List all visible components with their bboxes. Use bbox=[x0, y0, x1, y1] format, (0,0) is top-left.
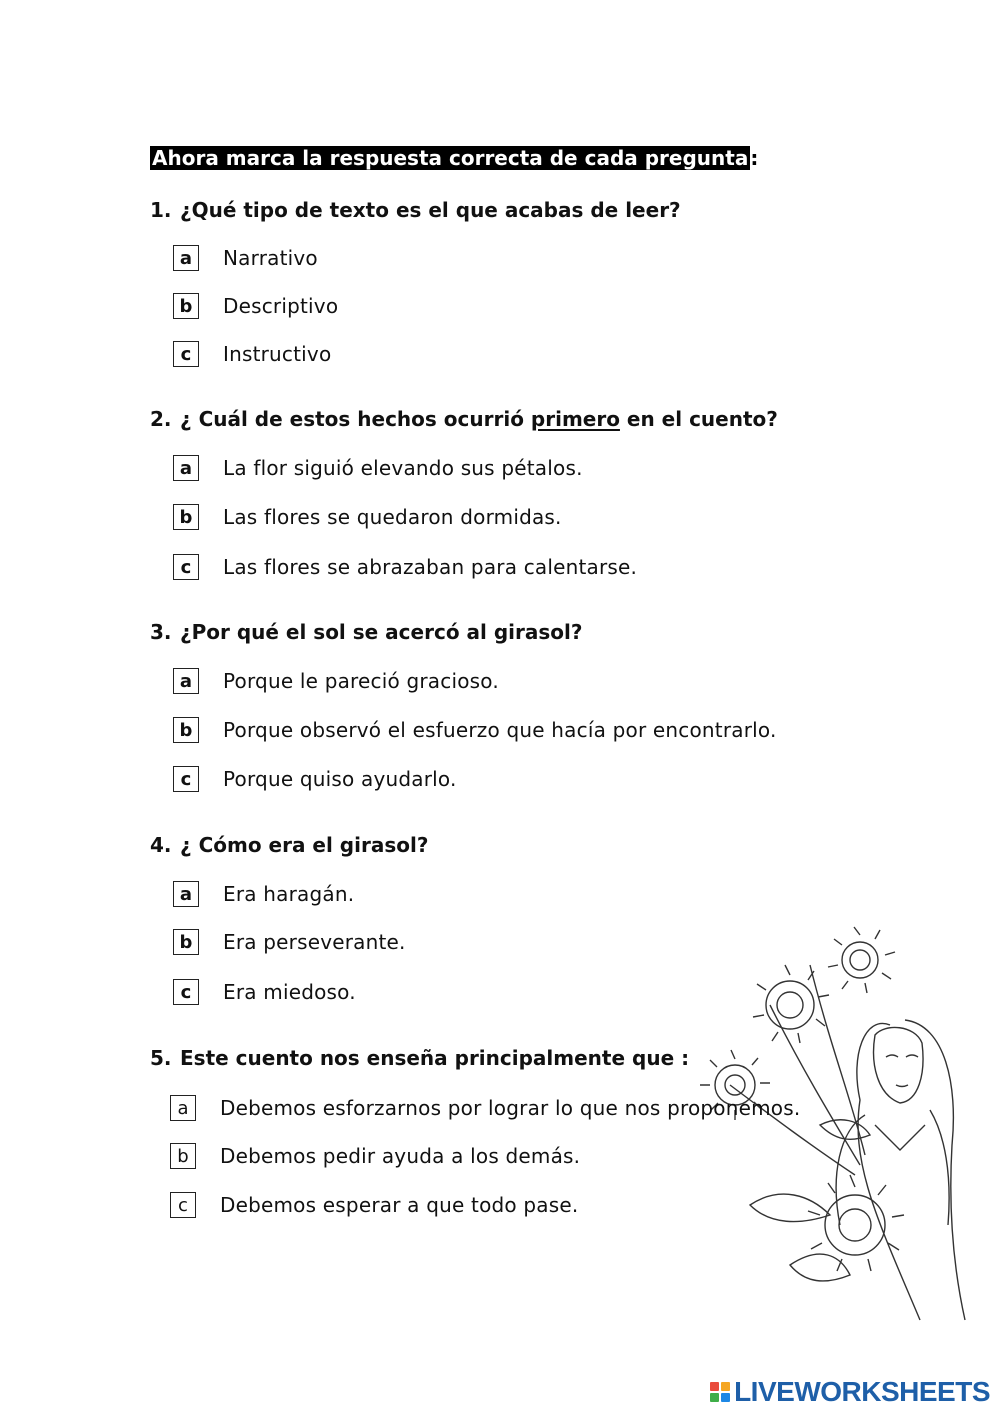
option-letter-box[interactable]: a bbox=[173, 881, 199, 907]
option-text: Porque observó el esfuerzo que hacía por encontrarlo. bbox=[223, 718, 777, 742]
option-letter-box[interactable]: c bbox=[173, 979, 199, 1005]
q2-option-a[interactable] bbox=[173, 453, 583, 483]
q5-option-c[interactable] bbox=[170, 1190, 578, 1220]
question-3 bbox=[150, 618, 582, 646]
option-text: Narrativo bbox=[223, 246, 318, 270]
q5-option-a[interactable] bbox=[170, 1093, 800, 1123]
option-text: Porque quiso ayudarlo. bbox=[223, 767, 457, 791]
sunflower-girl-illustration bbox=[690, 925, 980, 1325]
option-letter-box[interactable]: a bbox=[170, 1095, 196, 1121]
q1-option-c[interactable] bbox=[173, 339, 331, 369]
sunflower-left bbox=[753, 965, 829, 1043]
hair-outline-back bbox=[905, 1020, 965, 1320]
leaf bbox=[790, 1254, 850, 1281]
question-number: 5. bbox=[150, 1046, 172, 1070]
logo-square bbox=[710, 1393, 719, 1402]
option-text: La flor siguió elevando sus pétalos. bbox=[223, 456, 583, 480]
option-letter-box[interactable]: c bbox=[173, 341, 199, 367]
option-letter-box[interactable]: b bbox=[173, 717, 199, 743]
dress-neckline bbox=[875, 1125, 925, 1150]
q2-option-c[interactable] bbox=[173, 552, 637, 582]
mouth bbox=[896, 1085, 908, 1087]
question-text: ¿ Cómo era el girasol? bbox=[180, 833, 429, 857]
dress-outline bbox=[836, 1110, 949, 1225]
leaf bbox=[820, 1120, 870, 1140]
face-outline bbox=[874, 1027, 923, 1103]
option-letter-box[interactable]: b bbox=[170, 1143, 196, 1169]
q2-option-b[interactable] bbox=[173, 502, 562, 532]
question-5 bbox=[150, 1044, 689, 1072]
option-letter-box[interactable]: b bbox=[173, 504, 199, 530]
option-letter-box[interactable]: b bbox=[173, 929, 199, 955]
q3-option-b[interactable] bbox=[173, 715, 777, 745]
option-text: Las flores se abrazaban para calentarse. bbox=[223, 555, 638, 579]
option-letter-box[interactable]: b bbox=[173, 293, 199, 319]
question-text: ¿Qué tipo de texto es el que acabas de leer? bbox=[180, 198, 681, 222]
liveworksheets-logo-icon bbox=[710, 1382, 730, 1402]
leaf bbox=[750, 1194, 830, 1221]
q1-option-a[interactable] bbox=[173, 243, 318, 273]
question-4 bbox=[150, 831, 428, 859]
q3-option-c[interactable] bbox=[173, 764, 457, 794]
logo-square bbox=[721, 1382, 730, 1391]
q3-option-a[interactable] bbox=[173, 666, 499, 696]
eye-right bbox=[906, 1055, 918, 1057]
logo-square bbox=[721, 1393, 730, 1402]
option-letter-box[interactable]: a bbox=[173, 668, 199, 694]
option-text: Porque le pareció gracioso. bbox=[223, 669, 499, 693]
question-text-after: en el cuento? bbox=[619, 407, 778, 431]
option-text: Las flores se quedaron dormidas. bbox=[223, 505, 562, 529]
option-text: Debemos esforzarnos por lograr lo que nos proponemos. bbox=[220, 1096, 801, 1120]
question-number: 1. bbox=[150, 198, 172, 222]
q4-option-a[interactable] bbox=[173, 879, 354, 909]
question-text: ¿Por qué el sol se acercó al girasol? bbox=[180, 620, 583, 644]
q4-option-b[interactable] bbox=[173, 927, 406, 957]
q4-option-c[interactable] bbox=[173, 977, 356, 1007]
eye-left bbox=[886, 1055, 898, 1057]
question-text-before: ¿ Cuál de estos hechos ocurrió bbox=[180, 407, 531, 431]
option-text: Era perseverante. bbox=[223, 930, 406, 954]
stem bbox=[770, 1005, 860, 1165]
option-letter-box[interactable]: a bbox=[173, 245, 199, 271]
question-number: 3. bbox=[150, 620, 172, 644]
option-letter-box[interactable]: c bbox=[173, 554, 199, 580]
instruction-colon: : bbox=[750, 146, 759, 170]
option-letter-box[interactable]: c bbox=[173, 766, 199, 792]
option-letter-box[interactable]: c bbox=[170, 1192, 196, 1218]
q1-option-b[interactable] bbox=[173, 291, 338, 321]
option-text: Era haragán. bbox=[223, 882, 355, 906]
logo-square bbox=[710, 1382, 719, 1391]
brand-name: LIVEWORKSHEETS bbox=[734, 1376, 990, 1407]
instruction-text: Ahora marca la respuesta correcta de cada pregunta bbox=[152, 146, 749, 170]
q5-option-b[interactable] bbox=[170, 1141, 580, 1171]
option-letter-box[interactable]: a bbox=[173, 455, 199, 481]
question-number: 4. bbox=[150, 833, 172, 857]
liveworksheets-footer bbox=[710, 1372, 990, 1412]
option-text: Instructivo bbox=[223, 342, 332, 366]
sunflower-top bbox=[828, 927, 895, 993]
question-text: Este cuento nos enseña principalmente que : bbox=[180, 1046, 690, 1070]
question-text-underlined: primero bbox=[530, 407, 620, 431]
hair-outline bbox=[857, 1023, 920, 1320]
option-text: Era miedoso. bbox=[223, 980, 356, 1004]
instruction-heading bbox=[150, 143, 777, 173]
option-text: Debemos pedir ayuda a los demás. bbox=[220, 1144, 581, 1168]
question-number: 2. bbox=[150, 407, 172, 431]
option-text: Descriptivo bbox=[223, 294, 339, 318]
sunflower-bottom bbox=[808, 1175, 904, 1271]
question-1 bbox=[150, 196, 681, 224]
option-text: Debemos esperar a que todo pase. bbox=[220, 1193, 579, 1217]
question-2 bbox=[150, 405, 778, 433]
